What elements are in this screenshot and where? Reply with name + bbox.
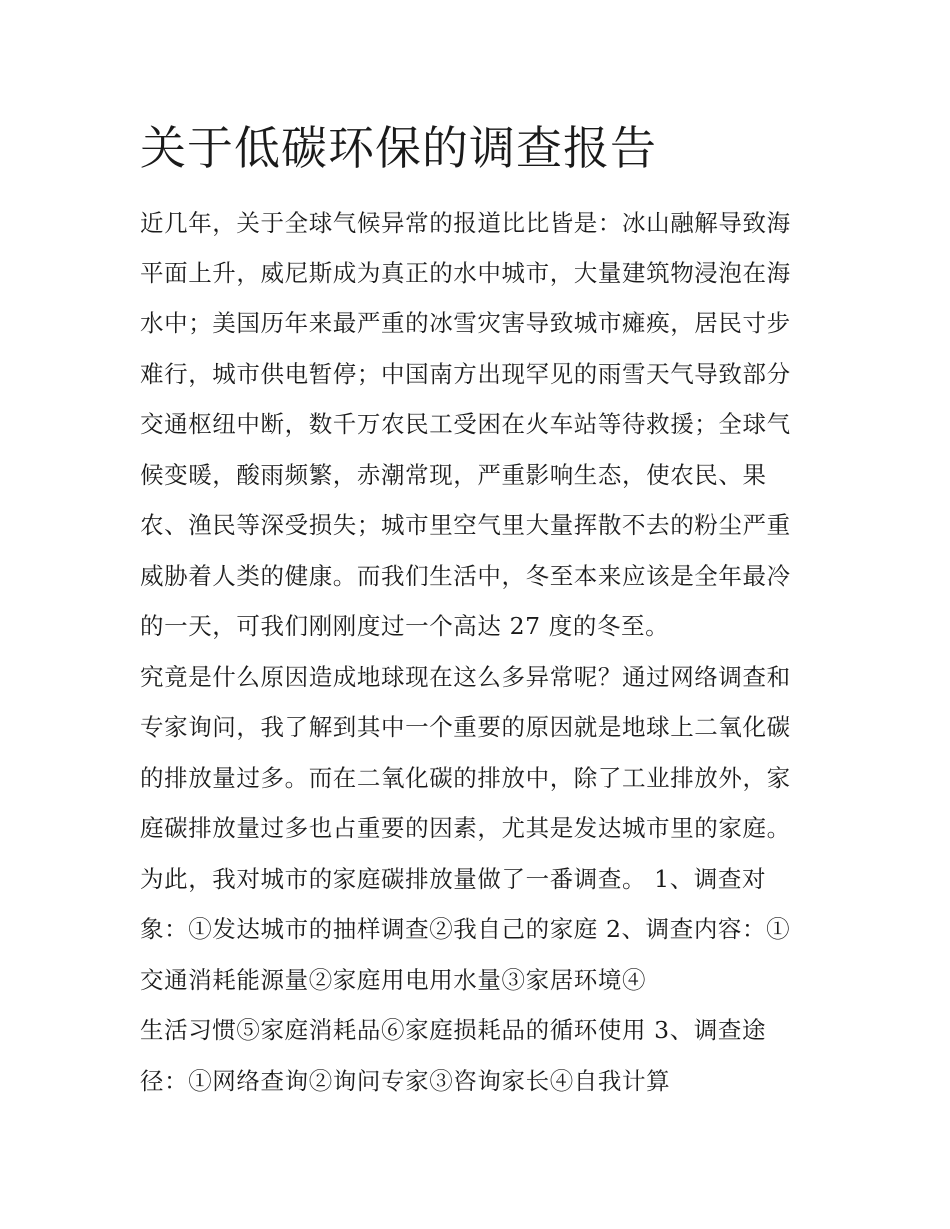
text-line: 庭碳排放量过多也占重要的因素，尤其是发达城市里的家庭。	[140, 814, 791, 842]
text-line: 生活习惯⑤家庭消耗品⑥家庭损耗品的循环使用 3、调查途	[140, 1016, 767, 1044]
text-line: 候变暖，酸雨频繁，赤潮常现，严重影响生态，使农民、果	[140, 461, 767, 489]
text-line: 象：①发达城市的抽样调查②我自己的家庭 2、调查内容：①	[140, 915, 791, 943]
text-line: 威胁着人类的健康。而我们生活中，冬至本来应该是全年最冷	[140, 562, 791, 590]
text-line: 平面上升，威尼斯成为真正的水中城市，大量建筑物浸泡在海	[140, 259, 791, 287]
text-line: 究竟是什么原因造成地球现在这么多异常呢？通过网络调查和	[140, 663, 791, 691]
text-line: 专家询问，我了解到其中一个重要的原因就是地球上二氧化碳	[140, 713, 791, 741]
document-title: 关于低碳环保的调查报告	[140, 121, 657, 175]
text-line: 径：①网络查询②询问专家③咨询家长④自我计算	[140, 1067, 671, 1095]
text-line: 的一天，可我们刚刚度过一个高达 27 度的冬至。	[140, 612, 670, 640]
text-line: 的排放量过多。而在二氧化碳的排放中，除了工业排放外，家	[140, 764, 791, 792]
text-line: 交通消耗能源量②家庭用电用水量③家居环境④	[140, 966, 647, 994]
text-line: 近几年，关于全球气候异常的报道比比皆是：冰山融解导致海	[140, 209, 791, 237]
text-line: 交通枢纽中断，数千万农民工受困在火车站等待救援；全球气	[140, 410, 791, 438]
text-line: 为此，我对城市的家庭碳排放量做了一番调查。 1、调查对	[140, 865, 767, 893]
text-line: 难行，城市供电暂停；中国南方出现罕见的雨雪天气导致部分	[140, 360, 791, 388]
text-line: 水中；美国历年来最严重的冰雪灾害导致城市瘫痪，居民寸步	[140, 309, 791, 337]
text-line: 农、渔民等深受损失；城市里空气里大量挥散不去的粉尘严重	[140, 511, 791, 539]
